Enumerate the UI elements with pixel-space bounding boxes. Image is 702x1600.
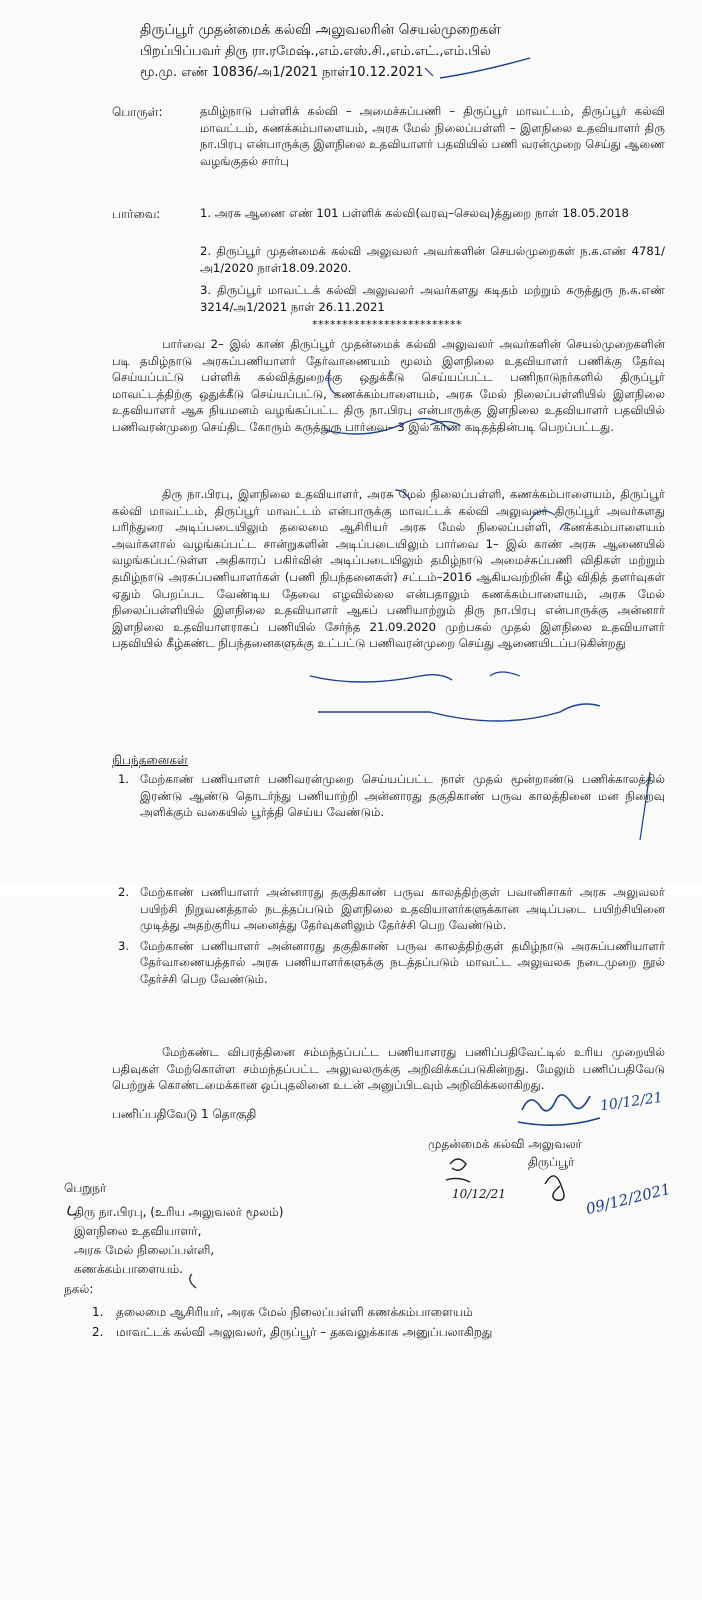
recipient-line-3: அரசு மேல் நிலைப்பள்ளி,	[74, 1243, 215, 1257]
signatory-title: முதன்மைக் கல்வி அலுவலர்	[428, 1137, 582, 1151]
reference-item-2: 2. திருப்பூர் முதன்மைக் கல்வி அலுவலர் அவர்களின் செயல்முறைகள் ந.க.எண் 4781/அ1/2020 நாள்18.09.2020.	[200, 244, 665, 275]
enclosure-line: பணிப்பதிவேடு 1 தொகுதி	[112, 1107, 257, 1121]
handwritten-date-2: 09/12/2021	[584, 1179, 673, 1219]
ink-mark	[490, 672, 520, 676]
copy-number: 1.	[92, 1305, 104, 1319]
recipient-line-2: இளநிலை உதவியாளர்,	[74, 1224, 202, 1238]
subject-text: தமிழ்நாடு பள்ளிக் கல்வி – அமைச்சுப்பணி – திருப்பூர் மாவட்டம், திருப்பூர் கல்வி மாவட்டம், கணக்கம்பாளையம், அரசு மேல் நிலைப்பள்ளி – இளநிலை உதவியாளர் திரு நா.பிரபு என்பாருக்கு இளநிலை உதவியாளர் பதவியில் பணி வரன்முறை செய்து ஆணை வழங்குதல் சார்பு	[200, 104, 665, 168]
separator-stars: *************************	[312, 318, 462, 331]
subject-label: பொருள்:	[112, 105, 163, 119]
copies-label: நகல்:	[64, 1282, 94, 1296]
conditions-list-page-1	[118, 771, 665, 821]
second-signature	[545, 1176, 564, 1200]
paragraph-3: மேற்கண்ட விபரத்தினை சம்மந்தப்பட்ட பணியாளரது பணிப்பதிவேட்டில் உரிய முறையில் பதிவுகள் மேற்கொள்ள சம்மந்தப்பட்ட அலுவலருக்கு அறிவிக்கப்படுகின்றது. மேலும் பணிப்பதிவேடு பெற்றுக் கொண்டமைக்கான ஒப்புதலினை உடன் அனுப்பிடவும் அறிவிக்கலாகிறது.	[112, 1045, 665, 1093]
handwritten-date-1: 10/12/21	[599, 1089, 664, 1115]
copy-item-1: தலைமை ஆசிரியர், அரசு மேல் நிலைப்பள்ளி கணக்கம்பாளையம்	[116, 1305, 473, 1319]
conditions-heading: நிபந்தனைகள்	[112, 753, 188, 767]
initials-mark	[446, 1159, 470, 1182]
condition-item	[118, 771, 665, 821]
signatory-place: திருப்பூர்	[528, 1155, 575, 1169]
condition-item	[118, 938, 665, 988]
condition-item	[118, 884, 665, 934]
reference-item-1: 1. அரசு ஆணை எண் 101 பள்ளிக் கல்வி(வரவு–செலவு)த்துறை நாள் 18.05.2018	[200, 206, 629, 220]
paragraph-1: பார்வை 2– இல் காண் திருப்பூர் முதன்மைக் கல்வி அலுவலர் அவர்களின் செயல்முறைகளின் படி தமிழ்நாடு அரசுப்பணியாளர் தேர்வாணையம் மூலம் இளநிலை உதவியாளர் பணிக்கு தேர்வு செய்யப்பட்டு பள்ளிக் கல்வித்துறைக்கு ஒதுக்கீடு செய்யப்பட்ட பணிநாடுநர்களில் திருப்பூர் மாவட்டத்திற்கு ஒதுக்கீடு செய்யப்பட்டு, கணக்கம்பாளையம், அரசு மேல் நிலைப்பள்ளியில் இளநிலை உதவியாளர் ஆக நியமனம் வழங்கப்பட்ட திரு நா.பிரபு என்பாருக்கு இளநிலை உதவியாளர் பதவியில் பணிவரன்முறை செய்திட கோரும் கருத்துரு பார்வை– 3 இல் காண் கடிதத்தின்படி பெறப்பட்டது.	[112, 337, 665, 434]
copy-item-2: மாவட்டக் கல்வி அலுவலர், திருப்பூர் – தகவலுக்காக அனுப்பலாகிறது	[116, 1325, 493, 1339]
signature-scribble	[518, 1095, 600, 1125]
references-label: பார்வை:	[112, 207, 161, 221]
document-page-2	[0, 885, 702, 1600]
copy-number: 2.	[92, 1325, 104, 1339]
condition-text: மேற்காண் பணியாளர் அன்னாரது தகுதிகாண் பருவ காலத்திற்குள் தமிழ்நாடு அரசுப்பணியாளர் தேர்வாணையத்தால் அரசு பணியாளர்களுக்கு நடத்தப்படும் மாவட்ட அலுவலக நடைமுறை நூல் தேர்ச்சி பெற வேண்டும்.	[140, 938, 665, 986]
conditions-list-page-2	[118, 884, 665, 988]
condition-text: மேற்காண் பணியாளர் பணிவரன்முறை செய்யப்பட்ட நாள் முதல் மூன்றாண்டு பணிக்காலத்தில் இரண்டு ஆண்டு தொடர்ந்து பணியாற்றி அன்னாரது தகுதிகாண் பருவ காலத்தினை மன நிறைவு அளிக்கும் வகையில் பூர்த்தி செய்ய வேண்டும்.	[140, 772, 665, 820]
reference-number-line: மூ.மு. எண் 10836/அ1/2021 நாள்10.12.2021	[140, 65, 424, 80]
recipient-label: பெறுநர்	[64, 1181, 107, 1195]
reference-item-3: 3. திருப்பூர் மாவட்டக் கல்வி அலுவலர் அவர்களது கடிதம் மற்றும் கருத்துரு ந.க.எண் 3214/அ1/2021 நாள் 26.11.2021	[200, 283, 665, 314]
initials-date: 10/12/21	[452, 1187, 506, 1201]
condition-number: 3.	[118, 938, 130, 953]
ink-tick	[425, 68, 433, 76]
office-heading: திருப்பூர் முதன்மைக் கல்வி அலுவலரின் செயல்முறைகள்	[140, 22, 501, 38]
recipient-line-4: கணக்கம்பாளையம்.	[74, 1262, 184, 1276]
presiding-officer-line: பிறப்பிப்பவர் திரு ரா.ரமேஷ்.,எம்.எஸ்.சி.,எம்.எட்.,எம்.பில்	[140, 44, 491, 59]
ink-underline-name-2	[310, 675, 452, 682]
recipient-line-1: திரு நா.பிரபு, (உரிய அலுவலர் மூலம்)	[74, 1205, 284, 1219]
ink-check-mark	[440, 58, 530, 78]
ink-mark	[190, 1274, 196, 1288]
condition-number: 1.	[118, 772, 130, 786]
condition-number: 2.	[118, 885, 130, 899]
condition-text: மேற்காண் பணியாளர் அன்னாரது தகுதிகாண் பருவ காலத்திற்குள் பவானிசாகர் அரசு அலுவலர் பயிற்சி நிறுவனத்தால் நடத்தப்படும் இளநிலை உதவியாளர்களுக்கான அடிப்படை பயிற்சியினை முடித்து அதற்குரிய அனைத்து தேர்வுகளிலும் தேர்ச்சி பெற வேண்டும்.	[140, 885, 665, 933]
paragraph-2: திரு நா.பிரபு, இளநிலை உதவியாளர், அரசு மேல் நிலைப்பள்ளி, கணக்கம்பாளையம், திருப்பூர் கல்வி மாவட்டம், திருப்பூர் மாவட்டம் என்பாருக்கு மாவட்டக் கல்வி அலுவலர் திருப்பூர் அவர்களது பரிந்துரை அடிப்படையிலும் தலைமை ஆசிரியர் அரசு மேல் நிலைப்பள்ளி, கணக்கம்பாளையம் அவர்களால் வழங்கப்பட்ட சான்றுகளின் அடிப்படையிலும் பார்வை 1– இல் காண் அரசு ஆணையில் வழங்கப்பட்டுள்ள அதிகாரப் பகிர்வின் அடிப்படையிலும் தமிழ்நாடு அமைச்சுப்பணி விதிகள் மற்றும் தமிழ்நாடு அரசுப்பணியாளர்கள் (பணி நிபந்தனைகள்) சட்டம்–2016 ஆகியவற்றின் கீழ் விதித் தளர்வுகள் ஏதும் பெறப்பட வேண்டிய தேவை எழவில்லை என்பதாலும் கணக்கம்பாளையம், அரசு மேல் நிலைப்பள்ளியில் இளநிலை உதவியாளர் ஆகப் பணியாற்றும் திரு நா.பிரபு என்பாருக்கு அன்னார் இளநிலை உதவியாளராகப் பணியில் சேர்ந்த 21.09.2020 முற்பகல் முதல் இளநிலை உதவியாளர் பதவியில் கீழ்கண்ட நிபந்தனைகளுக்கு உட்பட்டு பணிவரன்முறை செய்து ஆணையிடப்படுகின்றது	[112, 487, 665, 651]
ink-underline-tail	[430, 704, 600, 721]
